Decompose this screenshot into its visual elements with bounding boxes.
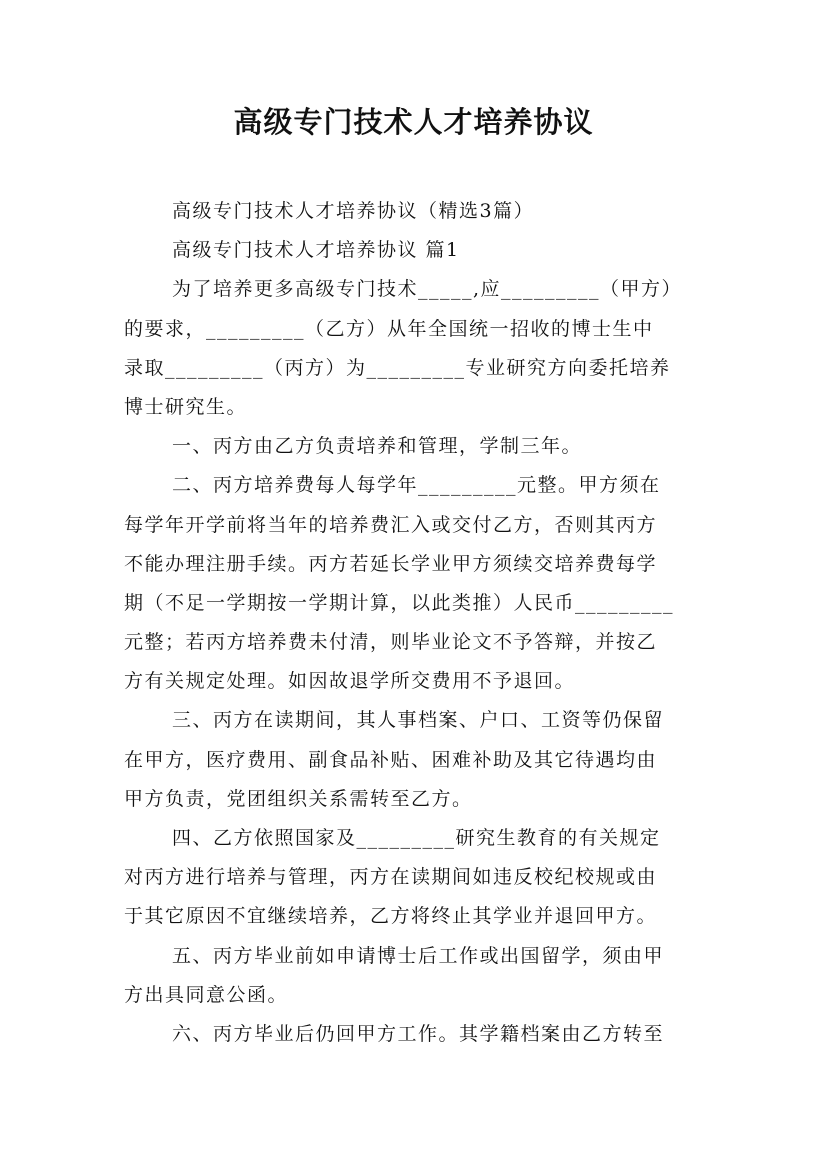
document-title: 高级专门技术人才培养协议	[233, 105, 594, 139]
text-line: 五、丙方毕业前如申请博士后工作或出国留学，须由甲	[172, 944, 665, 967]
text-line: 方有关规定处理。如因故退学所交费用不予退回。	[124, 670, 576, 693]
text-line: 不能办理注册手续。丙方若延长学业甲方须续交培养费每学	[124, 552, 658, 575]
text-line: 高级专门技术人才培养协议（精选3篇）	[172, 200, 535, 222]
text-line: 在甲方，医疗费用、副食品补贴、困难补助及其它待遇均由	[124, 748, 658, 771]
text-line: 四、乙方依照国家及_________研究生教育的有关规定	[172, 827, 661, 849]
text-line: 三、丙方在读期间，其人事档案、户口、工资等仍保留	[172, 709, 665, 732]
text-line: 一、丙方由乙方负责培养和管理，学制三年。	[172, 435, 583, 458]
text-line: 期（不足一学期按一学期计算，以此类推）人民币_________	[124, 591, 675, 614]
text-line: 元整；若丙方培养费未付清，则毕业论文不予答辩，并按乙	[124, 631, 658, 654]
text-line: 于其它原因不宜继续培养，乙方将终止其学业并退回甲方。	[124, 905, 658, 928]
text-line: 高级专门技术人才培养协议 篇1	[172, 239, 460, 262]
text-line: 博士研究生。	[124, 395, 248, 418]
text-line: 的要求，_________（乙方）从年全国统一招收的博士生中	[124, 317, 654, 340]
document-body	[124, 192, 710, 1054]
text-line: 为了培养更多高级专门技术_____,应_________（甲方）	[172, 278, 683, 301]
text-line: 二、丙方培养费每人每学年_________元整。甲方须在	[172, 474, 661, 497]
text-line: 甲方负责，党团组织关系需转至乙方。	[124, 787, 473, 810]
text-line: 六、丙方毕业后仍回甲方工作。其学籍档案由乙方转至	[172, 1022, 665, 1045]
text-line: 方出具同意公函。	[124, 983, 289, 1006]
text-line: 录取_________（丙方）为_________专业研究方向委托培养	[124, 356, 671, 379]
text-line: 对丙方进行培养与管理，丙方在读期间如违反校纪校规或由	[124, 866, 658, 889]
text-line: 每学年开学前将当年的培养费汇入或交付乙方，否则其丙方	[124, 513, 658, 536]
